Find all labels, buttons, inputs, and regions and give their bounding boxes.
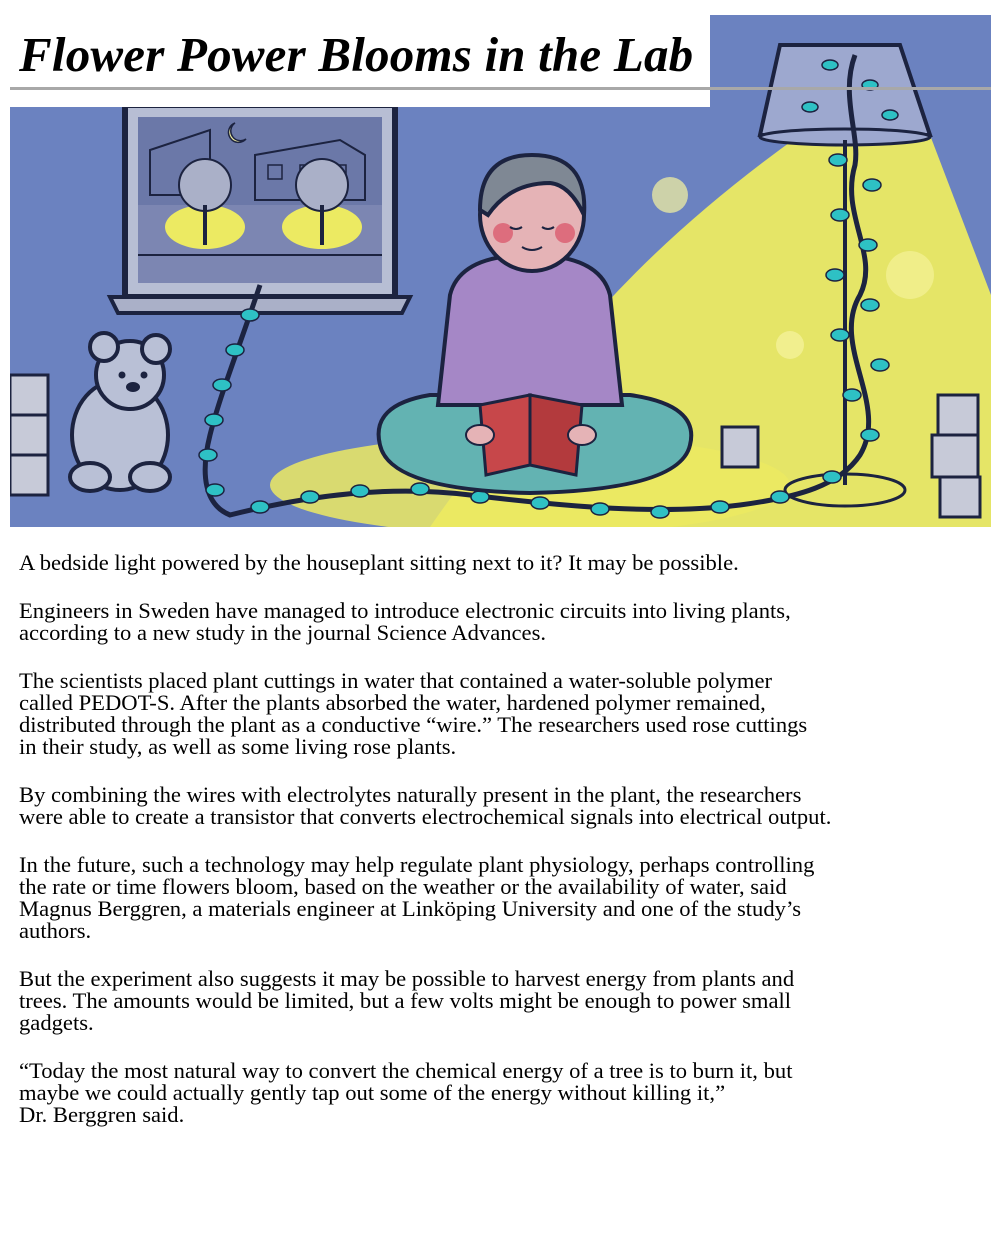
window-icon	[110, 105, 410, 313]
paragraph-5: In the future, such a technology may help regulate plant physiology, perhaps controlling the rate or time flowers bloom, based on the weather or the availability of water, said Magnus Berggren, a materials engineer at Linköping University and one of the study’s authors.	[19, 852, 815, 943]
article-body	[19, 552, 994, 1152]
paragraph-1: A bedside light powered by the houseplant sitting next to it? It may be possible.	[19, 550, 739, 575]
headline-divider	[10, 87, 991, 90]
paragraph-4: By combining the wires with electrolytes naturally present in the plant, the researchers were able to create a transistor that converts electrochemical signals into electrical output.	[19, 782, 832, 829]
paragraph-6: But the experiment also suggests it may be possible to harvest energy from plants and trees. The amounts would be limited, but a few volts might be enough to power small gadgets.	[19, 966, 795, 1035]
headline: Flower Power Blooms in the Lab	[19, 27, 694, 82]
book-icon	[466, 395, 596, 475]
paragraph-7: “Today the most natural way to convert the chemical energy of a tree is to burn it, but maybe we could actually gently tap out some of the energy without killing it,” Dr. Berggren said.	[19, 1058, 793, 1127]
paragraph-2: Engineers in Sweden have managed to introduce electronic circuits into living plants, according to a new study in the journal Science Advances.	[19, 598, 791, 645]
paragraph-3: The scientists placed plant cuttings in water that contained a water-soluble polymer called PEDOT-S. After the plants absorbed the water, hardened polymer remained, distributed through the plant as a conductive “wire.” The researchers used rose cuttings in their study, as well as some living rose plants.	[19, 668, 808, 759]
